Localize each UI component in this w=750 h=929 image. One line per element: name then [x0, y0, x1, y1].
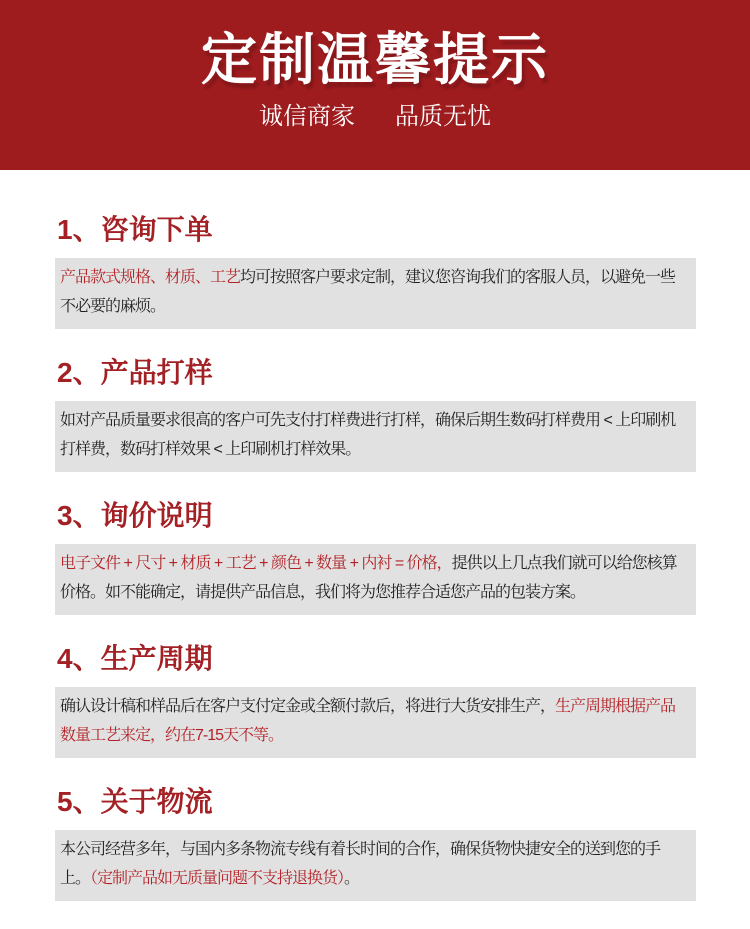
section-production-cycle	[55, 643, 696, 758]
banner-subtitle-right: 品质无忧	[395, 103, 491, 130]
body-text-highlight: 生产周期根据产品数量工艺来定，约在7-15天不等。	[60, 698, 676, 744]
section-body	[55, 401, 696, 472]
section-heading: 3、询价说明	[57, 500, 213, 531]
section-consult-order	[55, 214, 696, 329]
section-logistics	[55, 786, 696, 901]
body-text: 本公司经营多年，与国内多条物流专线有着长时间的合作，确保货物快捷安全的送到您的手上。	[60, 841, 661, 887]
section-heading: 5、关于物流	[57, 786, 213, 817]
body-text-highlight: 电子文件 + 尺寸 + 材质 + 工艺 + 颜色 + 数量 + 内衬 = 价格，	[60, 555, 452, 572]
section-heading: 2、产品打样	[57, 357, 213, 388]
body-text: 。	[344, 870, 360, 887]
section-heading: 1、咨询下单	[57, 214, 213, 245]
banner-title: 定制温馨提示	[201, 28, 549, 91]
body-text: 提供以上几点我们就可以给您核算价格。如不能确定，请提供产品信息，我们将为您推荐合适您产品的包装方案。	[60, 555, 677, 601]
body-text-highlight: 产品款式规格、材质、工艺	[60, 269, 241, 286]
section-inquiry-note	[55, 500, 696, 615]
sections-container	[0, 170, 750, 901]
section-body	[55, 544, 696, 615]
body-text: 均可按照客户要求定制，建议您咨询我们的客服人员，以避免一些不必要的麻烦。	[60, 269, 676, 315]
body-text-highlight: （定制产品如无质量问题不支持退换货）	[90, 870, 345, 887]
body-text: 如对产品质量要求很高的客户可先支付打样费进行打样，确保后期生数码打样费用 < 上印刷机打样费，数码打样效果 < 上印刷机打样效果。	[60, 412, 676, 458]
banner-subtitle	[0, 103, 750, 131]
section-body	[55, 258, 696, 329]
body-text: 确认设计稿和样品后在客户支付定金或全额付款后，将进行大货安排生产，	[60, 698, 556, 715]
section-body	[55, 687, 696, 758]
section-heading: 4、生产周期	[57, 643, 213, 674]
section-body	[55, 830, 696, 901]
section-product-proofing	[55, 357, 696, 472]
header-banner	[0, 0, 750, 170]
banner-subtitle-left: 诚信商家	[259, 103, 355, 130]
